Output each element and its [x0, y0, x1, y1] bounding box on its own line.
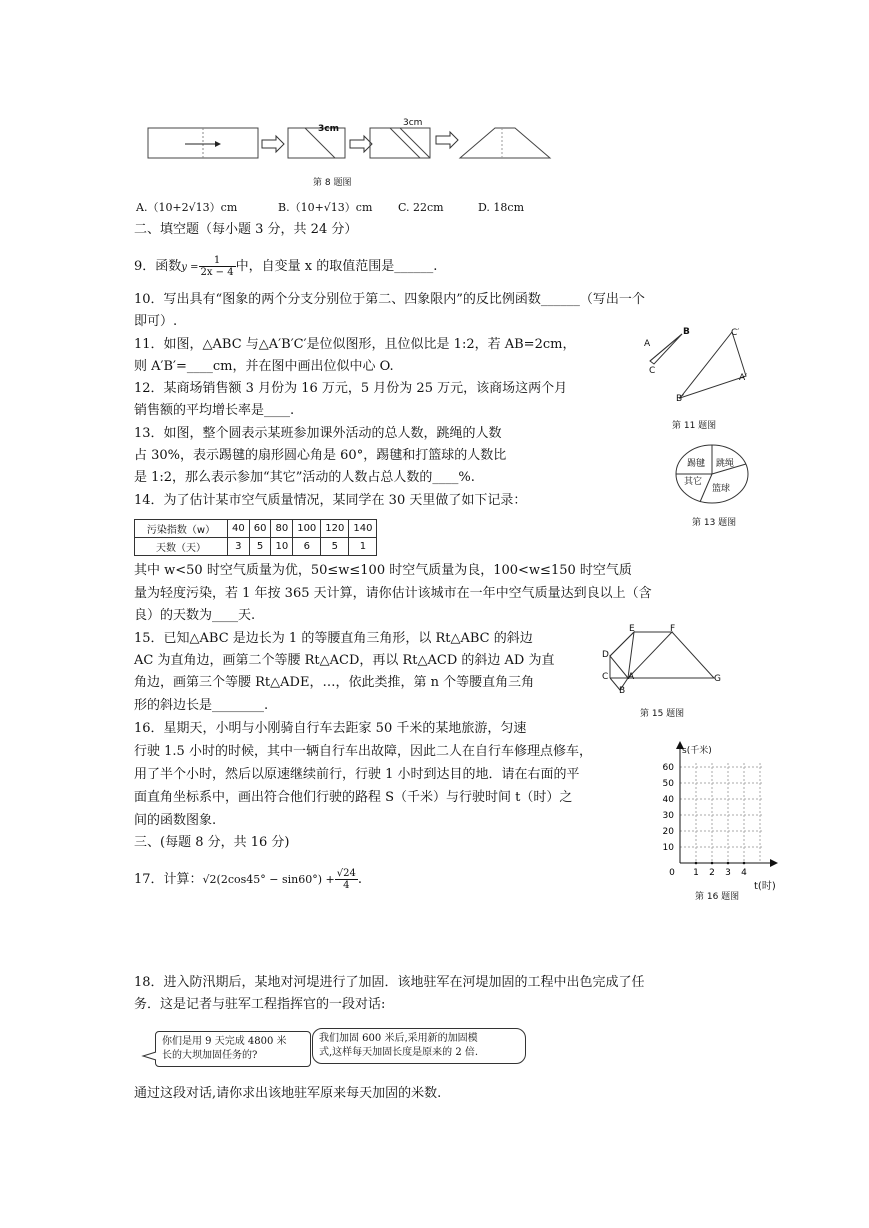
fig16-caption: 第 16 题图	[695, 892, 740, 902]
q13-line3: 是 1:2，那么表示参加“其它”活动的人数占总人数的____%.	[134, 470, 475, 485]
q9-num: 1	[199, 255, 236, 267]
figure-16-grid	[658, 740, 778, 880]
bubble1-line2: 长的大坝加固任务的?	[162, 1050, 258, 1061]
origin-label: 0	[669, 868, 675, 878]
fig13-sector-3: 其它	[684, 477, 703, 487]
x-tick-label: 2	[709, 868, 715, 878]
q14-line1: 14．为了估计某市空气质量情况，某同学在 30 天里做了如下记录：	[134, 493, 527, 508]
q15-line2: AC 为直角边，画第二个等腰 Rt△ACD，再以 Rt△ACD 的斜边 AD 为直	[134, 653, 555, 668]
q12-line2: 销售额的平均增长率是____.	[134, 403, 295, 418]
y-tick-label: 50	[662, 779, 674, 789]
question-17	[134, 862, 362, 898]
q16-line5: 间的函数图象.	[134, 813, 217, 828]
q16-line2: 行驶 1.5 小时的时候，其中一辆自行车出故障，因此二人在自行车修理点修车，	[134, 744, 592, 759]
q14-row1-cell: 140	[349, 520, 377, 538]
y-tick-label: 20	[662, 827, 674, 837]
bubble-tail	[141, 1050, 157, 1062]
q17-post: .	[357, 872, 362, 887]
fig15-label-D: D	[602, 650, 609, 660]
q14-table-row-index	[135, 520, 377, 538]
fig16-xlabel: t(时)	[754, 881, 776, 892]
q14-row1-cell: 80	[271, 520, 293, 538]
q8-option-c: C. 22cm	[398, 201, 444, 214]
fig11-label-B: B	[683, 327, 690, 337]
fig15-caption: 第 15 题图	[640, 709, 685, 719]
q13-line1: 13．如图，整个圆表示某班参加课外活动的总人数，跳绳的人数	[134, 426, 502, 441]
q10-line1: 10．写出具有“图象的两个分支分别位于第二、四象限内”的反比例函数______（写出一个	[134, 292, 645, 307]
q15-line3: 角边，画第三个等腰 Rt△ADE，…，依此类推，第 n 个等腰直角三角	[134, 675, 535, 690]
q18-line2: 务．这是记者与驻军工程指挥官的一段对话:	[134, 997, 386, 1012]
q16-line3: 用了半个小时，然后以原速继续前行，行驶 1 小时到达目的地．请在右面的平	[134, 767, 580, 782]
fig13-sector-4: 篮球	[712, 484, 731, 494]
q14-table	[134, 519, 377, 556]
fig11-label-B2: B′	[676, 394, 685, 404]
fig11-label-A2: A′	[739, 373, 748, 383]
q12-line1: 12．某商场销售额 3 月份为 16 万元，5 月份为 25 万元，该商场这两个月	[134, 381, 568, 396]
q14-line2: 其中 w<50 时空气质量为优，50≤w≤100 时空气质量为良，100<w≤150 时空气质	[134, 563, 632, 578]
x-tick-mark	[743, 862, 746, 865]
q11-line2: 则 A′B′=____cm，并在图中画出位似中心 O.	[134, 359, 394, 374]
q14-row2-cell: 5	[321, 538, 349, 556]
q17-expr: √2(2cos45° − sin60°) +	[202, 873, 335, 886]
fig13-caption: 第 13 题图	[692, 518, 737, 528]
q14-row2-cell: 3	[228, 538, 250, 556]
q9-den: 2x − 4	[200, 267, 234, 278]
q14-line3: 量为轻度污染，若 1 年按 365 天计算，请你估计该城市在一年中空气质量达到良以上（含	[134, 586, 652, 601]
figure-8	[140, 118, 560, 166]
question-9	[134, 252, 437, 282]
q11-line1: 11．如图，△ABC 与△A′B′C′是位似图形，且位似比是 1:2，若 AB=2cm，	[134, 337, 576, 352]
q18-line3: 通过这段对话,请你求出该地驻军原来每天加固的米数.	[134, 1086, 442, 1101]
x-tick-label: 1	[693, 868, 699, 878]
q17-num: √24	[336, 868, 356, 879]
fig11-label-C: C	[649, 366, 656, 376]
x-tick-label: 3	[725, 868, 731, 878]
section-2-heading: 二、填空题（每小题 3 分，共 24 分）	[134, 222, 358, 237]
q14-line4: 良）的天数为____天.	[134, 608, 256, 623]
dialogue-bubble-commander	[312, 1028, 526, 1064]
q14-table-row-days	[135, 538, 377, 556]
x-tick-label: 4	[741, 868, 747, 878]
fig8-label-3cm-a: 3cm	[318, 124, 339, 134]
q17-fraction	[335, 868, 358, 891]
q9-fraction	[199, 255, 236, 278]
figure-15	[598, 620, 728, 700]
dialogue-bubble-reporter	[155, 1031, 311, 1067]
x-tick-mark	[695, 862, 698, 865]
q14-row2-cell: 1	[349, 538, 377, 556]
q14-row1-label: 污染指数（w）	[135, 520, 228, 538]
q8-option-d: D. 18cm	[478, 201, 525, 214]
fig11-caption: 第 11 题图	[672, 421, 717, 431]
q14-row2-cell: 10	[271, 538, 293, 556]
q16-line4: 面直角坐标系中，画出符合他们行驶的路程 S（千米）与行驶时间 t（时）之	[134, 790, 573, 805]
fig15-label-G: G	[714, 674, 721, 684]
q9-post: 中，自变量 x 的取值范围是______.	[235, 259, 438, 274]
q8-option-a: A.（10+2√13）cm	[136, 201, 238, 214]
fig15-label-B: B	[619, 686, 626, 696]
bubble2-line1: 我们加固 600 米后,采用新的加固模	[319, 1033, 478, 1044]
fig15-label-A: A	[628, 672, 635, 682]
figure-11	[640, 326, 760, 411]
section-3-heading: 三、(每题 8 分，共 16 分)	[134, 835, 290, 850]
y-tick-label: 40	[662, 795, 674, 805]
q10-line2: 即可）.	[134, 314, 178, 329]
q8-option-b: B.（10+√13）cm	[278, 201, 373, 214]
q17-den: 4	[343, 880, 350, 891]
fig8-caption: 第 8 题图	[313, 178, 352, 188]
q15-line4: 形的斜边长是________.	[134, 698, 269, 713]
x-axis-arrow	[770, 859, 778, 867]
fig15-label-E: E	[629, 624, 635, 634]
q16-line1: 16．星期天，小明与小刚骑自行车去距家 50 千米的某地旅游，匀速	[134, 721, 527, 736]
fig15-label-C: C	[602, 672, 609, 682]
q14-row2-cell: 6	[293, 538, 321, 556]
bubble2-line2: 式,这样每天加固长度是原来的 2 倍.	[319, 1047, 479, 1058]
x-tick-mark	[711, 862, 714, 865]
q14-row1-cell: 40	[228, 520, 250, 538]
q14-row1-cell: 100	[293, 520, 321, 538]
q14-row2-label: 天数（天）	[135, 538, 228, 556]
q15-line1: 15．已知△ABC 是边长为 1 的等腰直角三角形，以 Rt△ABC 的斜边	[134, 631, 533, 646]
fig16-ylabel: s(千米)	[682, 746, 712, 756]
q17-pre: 17．计算：	[134, 872, 203, 887]
q13-line2: 占 30%，表示踢毽的扇形圆心角是 60°，踢毽和打篮球的人数比	[134, 448, 507, 463]
q14-row1-cell: 60	[249, 520, 271, 538]
q9-lhs: y =	[181, 262, 199, 273]
y-tick-label: 30	[662, 811, 674, 821]
q18-line1: 18．进入防汛期后，某地对河堤进行了加固．该地驻军在河堤加固的工程中出色完成了任	[134, 975, 645, 990]
fig13-sector-1: 踢毽	[687, 459, 706, 469]
x-tick-mark	[727, 862, 730, 865]
y-tick-label: 60	[662, 763, 674, 773]
fig15-label-F: F	[670, 624, 676, 634]
q14-row2-cell: 5	[249, 538, 271, 556]
q9-pre: 9．函数	[134, 259, 182, 274]
q14-row1-cell: 120	[321, 520, 349, 538]
fig11-label-C2: C′	[731, 328, 740, 338]
fig11-label-A: A	[644, 339, 651, 349]
bubble1-line1: 你们是用 9 天完成 4800 米	[162, 1036, 287, 1047]
fig8-label-3cm-b: 3cm	[403, 118, 423, 128]
y-tick-label: 10	[662, 843, 674, 853]
fig13-sector-2: 跳绳	[716, 459, 735, 469]
